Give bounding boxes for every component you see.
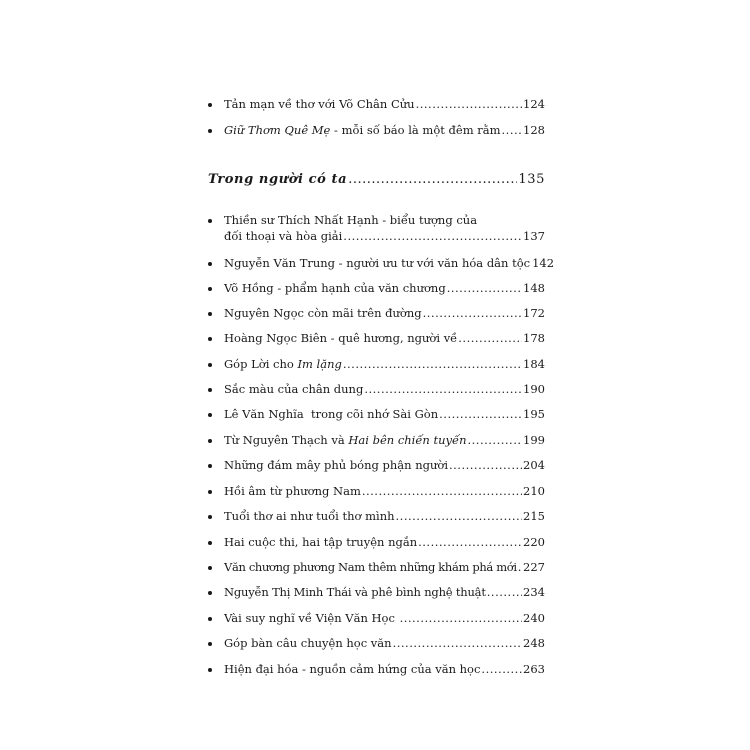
toc-entry-title: Văn chương phương Nam thêm những khám phá mới bbox=[224, 560, 517, 574]
toc-entry-title: Sắc màu của chân dung bbox=[224, 382, 364, 396]
dot-leader bbox=[518, 559, 522, 575]
toc-entry-title-rest: Từ Nguyên Thạch và bbox=[224, 433, 349, 447]
toc-entry-title: Nguyên Ngọc còn mãi trên đường bbox=[224, 306, 422, 320]
toc-entry-page: 248 bbox=[523, 636, 545, 650]
dot-leader bbox=[423, 305, 522, 321]
bullet-icon bbox=[208, 103, 212, 107]
toc-entry-title-italic: Giữ Thơm Quê Mẹ bbox=[224, 123, 331, 137]
dot-leader bbox=[502, 122, 523, 138]
dot-leader bbox=[348, 172, 517, 187]
toc-entry-title: Hai cuộc thi, hai tập truyện ngắn bbox=[224, 535, 418, 549]
toc-entry-page: 137 bbox=[523, 229, 545, 243]
toc-entry-page: 172 bbox=[523, 306, 545, 320]
toc-entry-title: Nguyễn Thị Minh Thái và phê bình nghệ thuật bbox=[224, 585, 486, 599]
dot-leader bbox=[343, 356, 522, 372]
section-title: Trong người có ta bbox=[208, 172, 348, 187]
bullet-icon bbox=[208, 439, 212, 443]
toc-entry-page: 234 bbox=[523, 585, 545, 599]
toc-entry-title bbox=[224, 356, 342, 372]
toc-entry-page: 184 bbox=[523, 357, 545, 371]
toc-entry-title: Những đám mây phủ bóng phận người bbox=[224, 458, 448, 472]
dot-leader bbox=[416, 96, 522, 112]
toc-entry-page: 220 bbox=[523, 535, 545, 549]
toc-entry-page: 204 bbox=[523, 458, 545, 472]
bullet-icon bbox=[208, 337, 212, 341]
dot-leader bbox=[458, 330, 522, 346]
bullet-icon bbox=[208, 591, 212, 595]
dot-leader bbox=[447, 280, 522, 296]
toc-entry-page: 263 bbox=[523, 662, 545, 676]
toc-entry-page: 178 bbox=[523, 331, 545, 345]
dot-leader bbox=[449, 457, 522, 473]
dot-leader bbox=[418, 534, 522, 550]
bullet-icon bbox=[208, 541, 212, 545]
toc-entry-title: Hoàng Ngọc Biên - quê hương, người về bbox=[224, 331, 458, 345]
dot-leader bbox=[468, 432, 523, 448]
dot-leader bbox=[343, 228, 522, 244]
toc-entry-title bbox=[224, 122, 501, 138]
dot-leader bbox=[481, 661, 522, 677]
bullet-icon bbox=[208, 566, 212, 570]
toc-entry-page: 215 bbox=[523, 509, 545, 523]
toc-entry-title: Lê Văn Nghĩa trong cõi nhớ Sài Gòn bbox=[224, 407, 439, 421]
toc-entry-title-rest: - mỗi số báo là một đêm rằm bbox=[330, 123, 501, 137]
toc-entry-title-rest: Góp Lời cho bbox=[224, 357, 298, 371]
bullet-icon bbox=[208, 515, 212, 519]
toc-entry-page: 142 bbox=[532, 256, 555, 270]
dot-leader bbox=[393, 635, 522, 651]
toc-entry-title-italic: Hai bên chiến tuyến bbox=[348, 433, 467, 447]
toc-entry-page: 128 bbox=[523, 123, 545, 137]
bullet-icon bbox=[208, 617, 212, 621]
bullet-icon bbox=[208, 219, 212, 223]
bullet-icon bbox=[208, 363, 212, 367]
dot-leader bbox=[362, 483, 522, 499]
toc-entry-title: Hồi âm từ phương Nam bbox=[224, 484, 361, 498]
bullet-icon bbox=[208, 668, 212, 672]
bullet-icon bbox=[208, 413, 212, 417]
bullet-icon bbox=[208, 464, 212, 468]
toc-entry-title bbox=[224, 432, 467, 448]
toc-entry-title: Tuổi thơ ai như tuổi thơ mình bbox=[224, 509, 395, 523]
toc-entry-page: 240 bbox=[523, 611, 545, 625]
bullet-icon bbox=[208, 287, 212, 291]
dot-leader bbox=[487, 584, 522, 600]
toc-entry-title: Tản mạn về thơ với Võ Chân Cửu bbox=[224, 97, 415, 111]
toc-entry-page: 124 bbox=[523, 97, 545, 111]
bullet-icon bbox=[208, 490, 212, 494]
toc-entry-page: 190 bbox=[523, 382, 545, 396]
toc-entry-page: 227 bbox=[523, 560, 545, 574]
toc-entry-title-italic: Im lặng bbox=[297, 357, 342, 371]
toc-entry-title: Hiện đại hóa - nguồn cảm hứng của văn học bbox=[224, 662, 481, 676]
bullet-icon bbox=[208, 129, 212, 133]
toc-entry-title: Vài suy nghĩ về Viện Văn Học bbox=[224, 611, 399, 625]
section-heading[interactable] bbox=[208, 172, 545, 187]
dot-leader bbox=[400, 610, 522, 626]
toc-entry-page: 199 bbox=[523, 433, 545, 447]
section-page: 135 bbox=[518, 172, 545, 187]
bullet-icon bbox=[208, 388, 212, 392]
dot-leader bbox=[439, 406, 522, 422]
dot-leader bbox=[364, 381, 522, 397]
toc-entry-title: Nguyễn Văn Trung - người ưu tư với văn hóa dân tộc bbox=[224, 256, 531, 270]
toc-entry-page: 148 bbox=[523, 281, 545, 295]
toc-entry-title: Góp bàn câu chuyện học văn bbox=[224, 636, 392, 650]
bullet-icon bbox=[208, 262, 212, 266]
dot-leader bbox=[396, 508, 523, 524]
toc-entry-title-line1: Thiền sư Thích Nhất Hạnh - biểu tượng của bbox=[224, 213, 478, 227]
toc-entry-title: đối thoại và hòa giải bbox=[224, 229, 343, 243]
bullet-icon bbox=[208, 312, 212, 316]
toc-entry-page: 195 bbox=[523, 407, 545, 421]
toc-entry-page: 210 bbox=[523, 484, 545, 498]
toc-entry-title: Võ Hồng - phẩm hạnh của văn chương bbox=[224, 281, 446, 295]
bullet-icon bbox=[208, 642, 212, 646]
